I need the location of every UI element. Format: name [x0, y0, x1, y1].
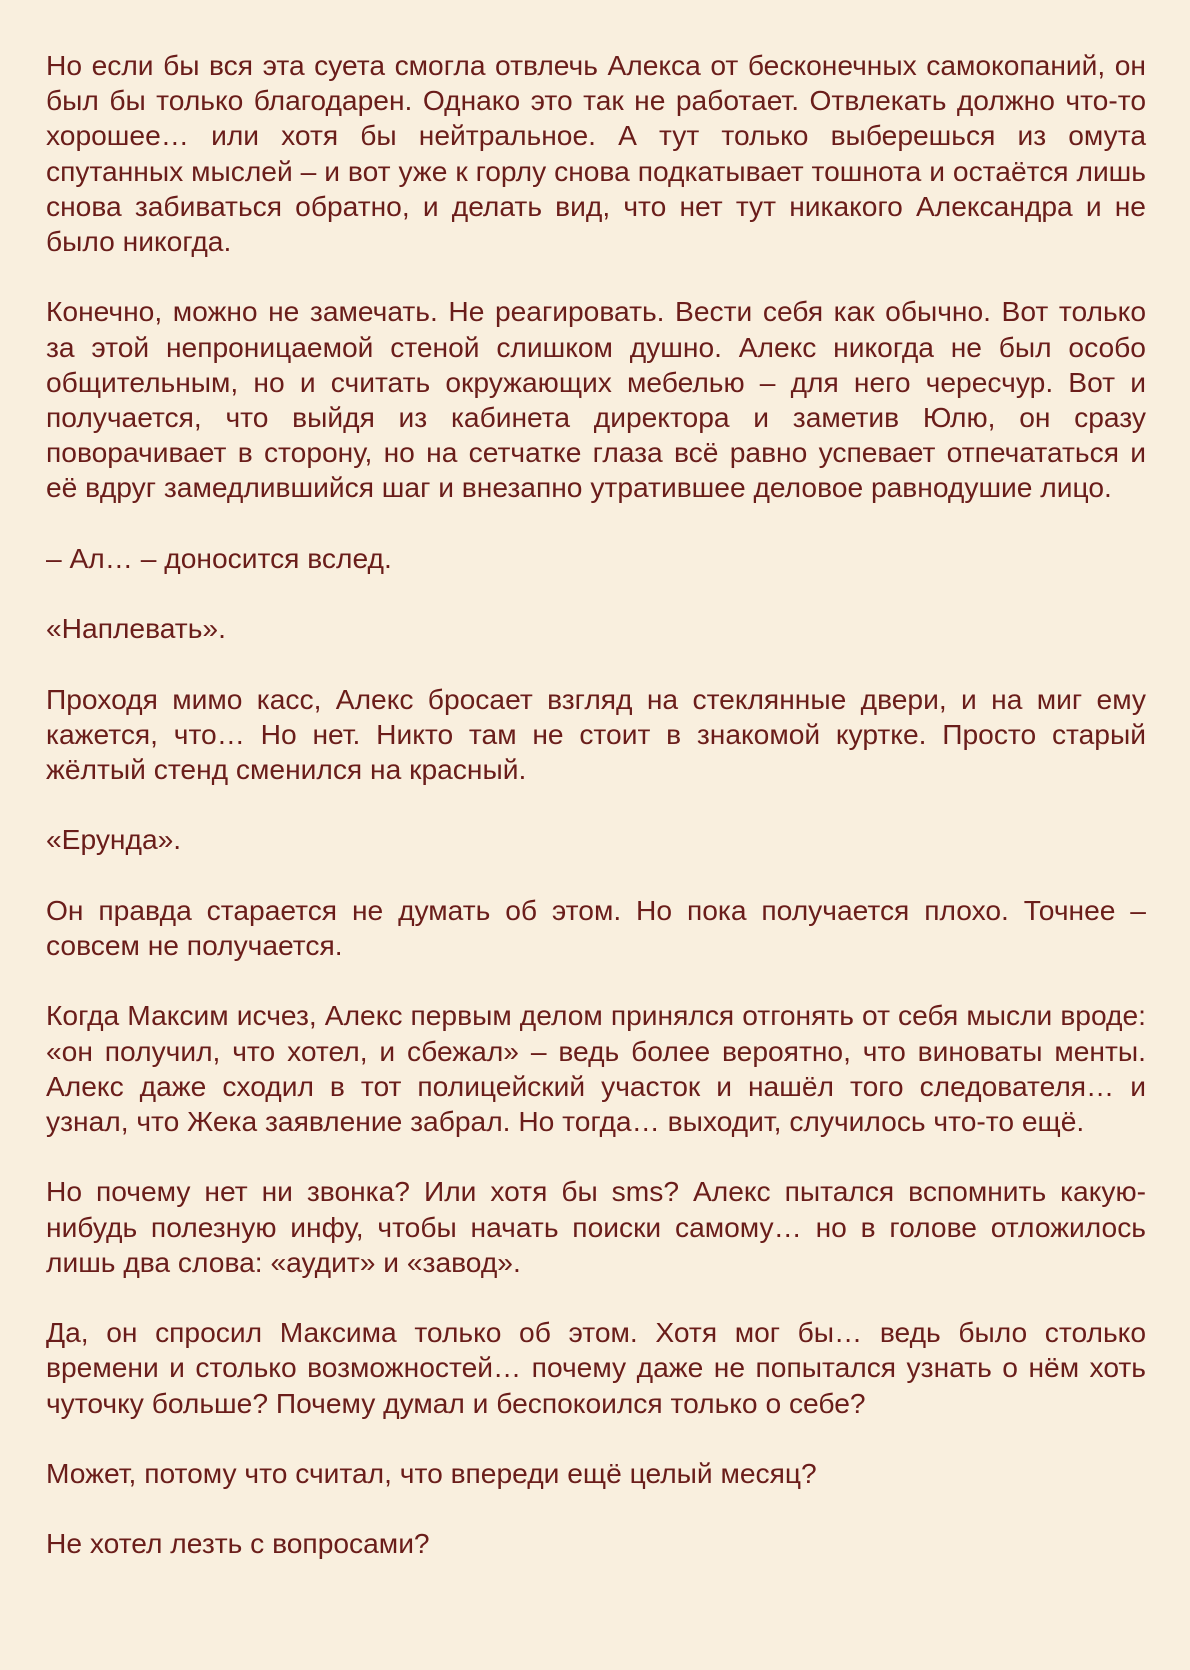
paragraph-11: Может, потому что считал, что впереди ещё целый месяц? — [46, 1456, 817, 1489]
paragraph-2: Конечно, можно не замечать. Не реагировать. Вести себя как обычно. Вот только за этой непроницаемой стеной слишком душно. Алекс никогда не был особо общительным, но и считать окружающих мебелью – для него чересчур. Вот и получается, что выйдя из кабинета директора и заметив Юлю, он сразу поворачивает в сторону, но на сетчатке глаза всё равно успевает отпечататься и её вдруг замедлившийся шаг и внезапно утратившее деловое равнодушие лицо. — [46, 295, 1146, 504]
paragraph-3: – Ал… – доносится вслед. — [46, 541, 392, 574]
paragraph-12: Не хотел лезть с вопросами? — [46, 1527, 430, 1560]
paragraph-10: Да, он спросил Максима только об этом. Хотя мог бы… ведь было столько времени и столько возможностей… почему даже не попытался узнать о нём хоть чуточку больше? Почему думал и беспокоился только о себе? — [46, 1316, 1146, 1419]
paragraph-7: Он правда старается не думать об этом. Но пока получается плохо. Точнее – совсем не получается. — [46, 893, 1146, 961]
paragraph-8: Когда Максим исчез, Алекс первым делом принялся отгонять от себя мысли вроде: «он получил, что хотел, и сбежал» – ведь более вероятно, что виноваты менты. Алекс даже сходил в тот полицейский участок и нашёл того следователя… и узнал, что Жека заявление забрал. Но тогда… выходит, случилось что-то ещё. — [46, 999, 1146, 1137]
paragraph-5: Проходя мимо касс, Алекс бросает взгляд на стеклянные двери, и на миг ему кажется, что… Но нет. Никто там не стоит в знакомой куртке. Просто старый жёлтый стенд сменился на красный. — [46, 682, 1146, 785]
document-page — [46, 48, 1146, 1597]
paragraph-1: Но если бы вся эта суета смогла отвлечь Алекса от бесконечных самокопаний, он был бы только благодарен. Однако это так не работает. Отвлекать должно что-то хорошее… или хотя бы нейтральное. А тут только выберешься из омута спутанных мыслей – и вот уже к горлу снова подкатывает тошнота и остаётся лишь снова забиваться обратно, и делать вид, что нет тут никакого Александра и не было никогда. — [46, 49, 1146, 258]
paragraph-6: «Ерунда». — [46, 823, 182, 856]
paragraph-4: «Наплевать». — [46, 612, 226, 645]
paragraph-9: Но почему нет ни звонка? Или хотя бы sms? Алекс пытался вспомнить какую-нибудь полезную инфу, чтобы начать поиски самому… но в голове отложилось лишь два слова: «аудит» и «завод». — [46, 1175, 1146, 1278]
